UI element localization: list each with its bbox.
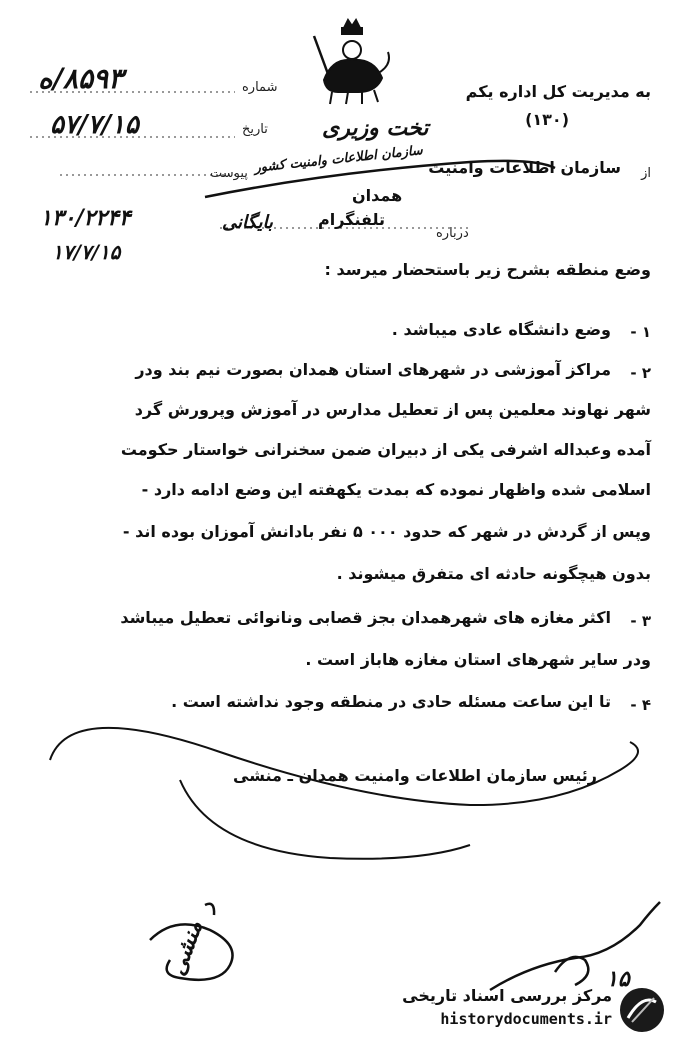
item-2-number: ۲ - [630,364,651,382]
item-3-line: اکثر مغازه های شهرهمدان بجز قصابی ونانوائی تعطیل میباشد [120,608,611,627]
archive-watermark [402,984,666,1038]
archive-logo-icon [618,986,666,1034]
item-2-line: مراکز آموزشی در شهرهای استان همدان بصورت نیم بند ودر [135,360,611,379]
item-3-line: ودر سایر شهرهای استان مغازه هاباز است . [305,650,651,669]
left-note-line-1: ۱۳۰/۲۲۴۴ [40,205,131,231]
comm-type: تلفنگرام [318,210,386,229]
left-note-line-2: ۱۷/۷/۱۵ [52,240,121,264]
number-value: ۸۵۹۳/ه [38,62,124,95]
intro-line: وضع منطقه بشرح زیر باستحضار میرسد : [324,260,651,279]
handwritten-right-number: ۱۵ [606,966,630,992]
item-1-line: وضع دانشگاه عادی میباشد . [391,320,611,339]
addressee-line-1: به مدیریت کل اداره یکم [465,82,651,101]
item-2-line: بدون هیچگونه حادثه ای متفرق میشوند . [336,564,651,583]
item-4-number: ۴ - [630,696,651,714]
item-2-line: آمده وعبداله اشرفی یکی از دبیران ضمن سخنرانی خواستار حکومت [120,440,651,459]
item-1-number: ۱ - [630,323,651,341]
from-label: از [641,166,651,181]
item-2-line: شهر نهاوند معلمین پس از تعطیل مدارس در آموزش وپرورش گرد [134,400,651,419]
city: همدان [352,186,403,205]
item-2-line: وپس از گردش در شهر که حدود ۰۰۰ ۵ نفر بادانش آموزان بوده اند - [122,522,651,541]
handwritten-left: منشی [164,917,209,979]
stamp-text: تخت وزیری [322,115,429,141]
about-handwritten: بایگانی [222,212,273,233]
stamp-subtext: سازمان اطلاعات وامنیت کشور [253,143,424,176]
archive-url: historydocuments.ir [440,1010,612,1028]
signature-line: رئیس سازمان اطلاعات وامنیت همدان ـ منشی [233,766,597,785]
item-3-number: ۳ - [630,612,651,630]
from-org: سازمان اطلاعات وامنیت [428,158,621,177]
date-label: تاریخ [242,122,268,137]
number-label: شماره [242,80,278,95]
date-value: ۵۷/۷/۱۵ [50,110,139,140]
item-2-line: اسلامی شده واظهار نموده که بمدت یکهفته این وضع ادامه دارد - [141,480,651,499]
addressee-line-2: (۱۳۰) [525,110,569,129]
attachment-label: پیوست [210,166,248,181]
about-label: درباره [436,226,469,241]
archive-name: مرکز بررسی اسناد تاریخی [402,986,612,1005]
item-4-line: تا این ساعت مسئله حادی در منطقه وجود نداشته است . [171,692,611,711]
